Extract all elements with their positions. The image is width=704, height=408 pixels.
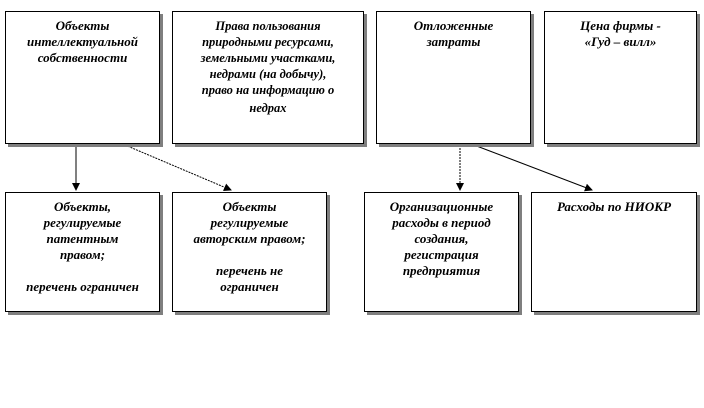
- box-goodwill: [544, 11, 697, 144]
- box-gap: [10, 263, 155, 279]
- box-line: «Гуд – вилл»: [584, 34, 657, 49]
- box-line: природными ресурсами,: [202, 35, 334, 49]
- box-line: Объекты: [222, 199, 277, 214]
- box-patent-objects: [5, 192, 160, 312]
- box-line: Объекты: [55, 18, 110, 33]
- box-line: право на информацию о: [201, 83, 335, 97]
- box-line: Цена фирмы -: [580, 18, 661, 33]
- arrow-deferred-to-rnd: [474, 145, 592, 190]
- box-line: Права пользования: [215, 19, 321, 33]
- box-line: ограничен: [220, 279, 279, 294]
- box-gap: [177, 247, 322, 263]
- box-line: патентным: [46, 231, 119, 246]
- box-line: создания,: [414, 231, 469, 246]
- box-resource-rights: [172, 11, 364, 144]
- box-line: предприятия: [402, 263, 481, 278]
- box-line: авторским правом;: [193, 231, 306, 246]
- box-line: перечень ограничен: [26, 279, 139, 294]
- box-line: затраты: [426, 34, 481, 49]
- box-line: собственности: [37, 50, 128, 65]
- box-line: Отложенные: [413, 18, 494, 33]
- box-intellectual-property: [5, 11, 160, 144]
- box-line: правом;: [59, 247, 106, 262]
- box-line: регулируемые: [210, 215, 289, 230]
- box-line: регистрация: [404, 247, 479, 262]
- box-line: расходы в период: [392, 215, 491, 230]
- box-line: земельными участками,: [200, 51, 336, 65]
- box-rnd-costs: [531, 192, 697, 312]
- box-line: недрах: [249, 101, 287, 115]
- box-line: Организационные: [389, 199, 494, 214]
- box-deferred-costs: [376, 11, 531, 144]
- arrow-ip-to-copyright: [125, 145, 231, 190]
- box-line: недрами (на добычу),: [209, 67, 327, 81]
- box-organizational-costs: [364, 192, 519, 312]
- box-line: регулируемые: [43, 215, 122, 230]
- box-line: Объекты,: [54, 199, 111, 214]
- box-line: интеллектуальной: [27, 34, 138, 49]
- box-line: перечень не: [215, 263, 284, 278]
- box-copyright-objects: [172, 192, 327, 312]
- box-line: Расходы по НИОКР: [556, 199, 672, 214]
